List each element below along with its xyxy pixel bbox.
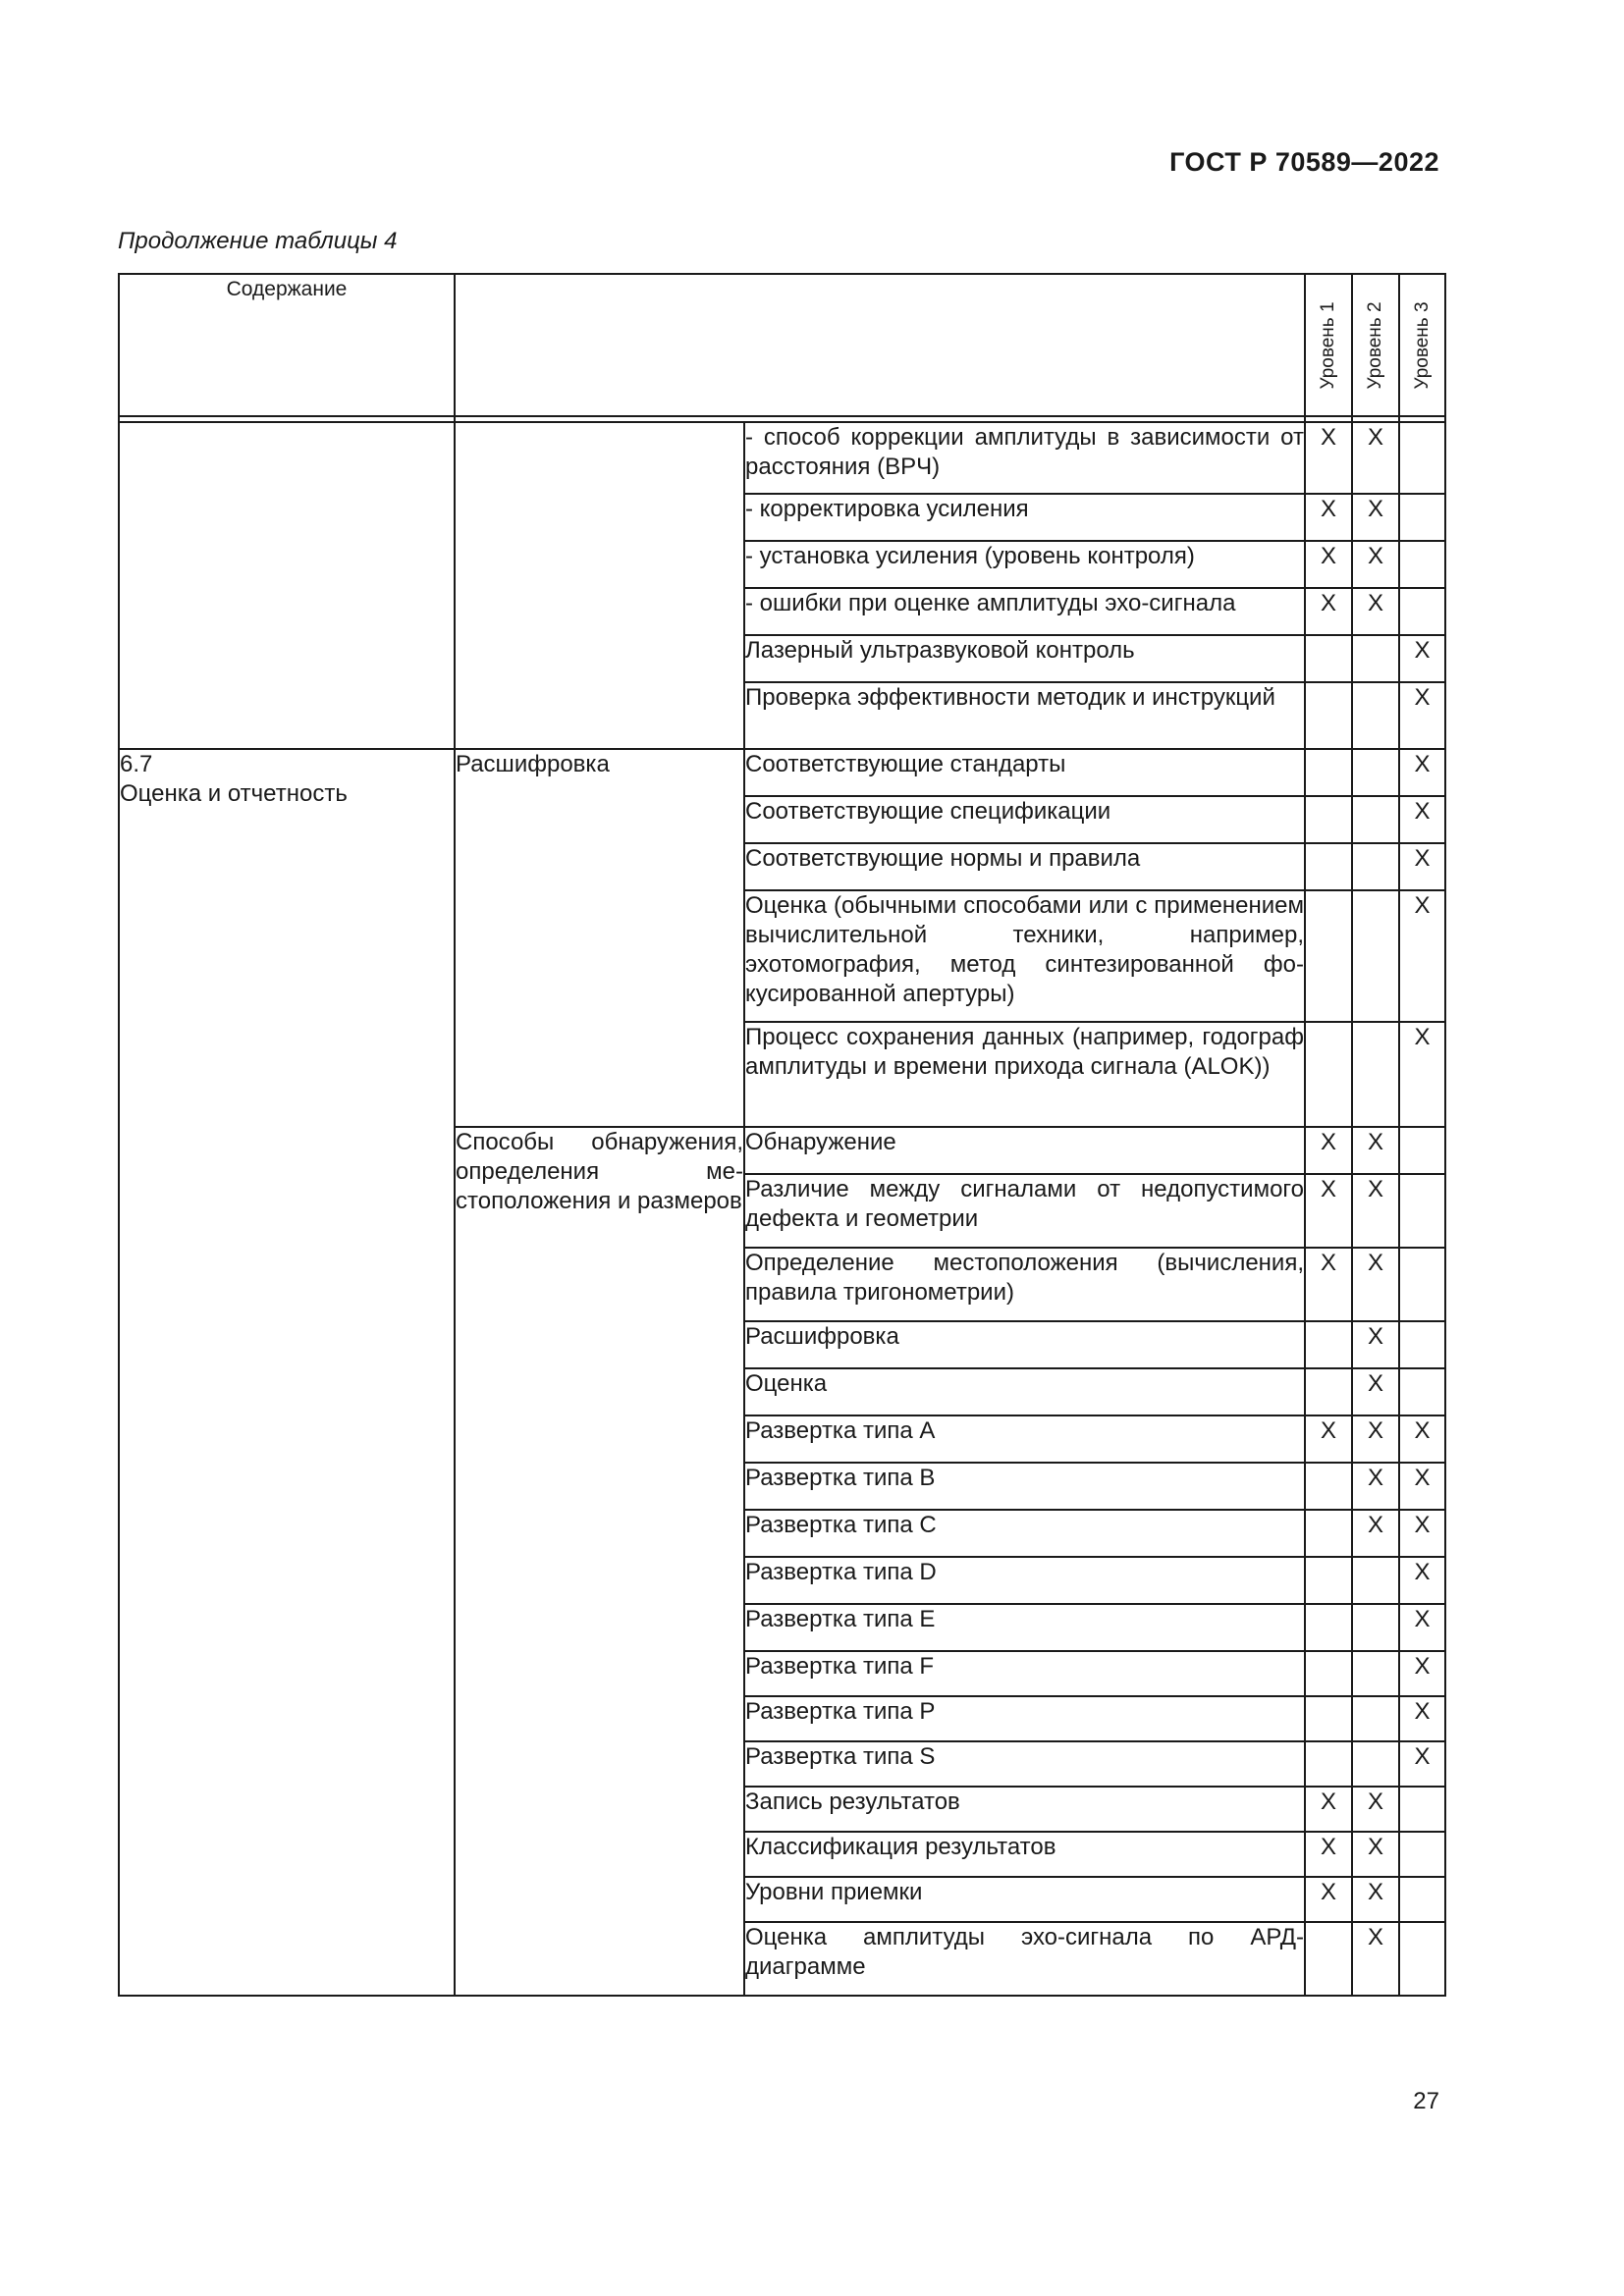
topic-text: Оценка амплитуды эхо-сигнала по АРД-диаграмме: [744, 1922, 1305, 1996]
level-2-mark: X: [1352, 541, 1399, 588]
header-level-1-label: Уровень 1: [1318, 300, 1338, 390]
level-3-mark: X: [1399, 796, 1445, 843]
topic-text: Соответствующие стандарты: [744, 749, 1305, 796]
level-1-mark: X: [1305, 588, 1352, 635]
level-3-mark: X: [1399, 1696, 1445, 1741]
level-2-mark: [1352, 635, 1399, 682]
topic-text: Уровни приемки: [744, 1877, 1305, 1922]
level-3-mark: [1399, 1877, 1445, 1922]
topic-text: Различие между сигналами от недопустимого дефекта и геометрии: [744, 1174, 1305, 1248]
level-1-mark: X: [1305, 1832, 1352, 1877]
level-3-mark: X: [1399, 1604, 1445, 1651]
levels-table: [118, 273, 1446, 1997]
level-2-mark: X: [1352, 1248, 1399, 1321]
table-row: [119, 422, 1445, 494]
level-2-mark: [1352, 843, 1399, 890]
topic-text: - корректировка усиления: [744, 494, 1305, 541]
subject-cell: Способы обнаружения, определения местоположения и размеров: [455, 1127, 744, 1996]
level-3-mark: X: [1399, 1022, 1445, 1127]
level-3-mark: [1399, 1787, 1445, 1832]
level-3-mark: [1399, 1127, 1445, 1174]
topic-text: - ошибки при оценке амплитуды эхо-сигнала: [744, 588, 1305, 635]
table-row: [119, 749, 1445, 796]
topic-text: Оценка: [744, 1368, 1305, 1415]
content-cell-empty: [119, 422, 455, 749]
level-1-mark: [1305, 1741, 1352, 1787]
level-2-mark: X: [1352, 1415, 1399, 1463]
level-3-mark: X: [1399, 1510, 1445, 1557]
level-3-mark: X: [1399, 890, 1445, 1022]
level-3-mark: [1399, 494, 1445, 541]
level-3-mark: [1399, 1248, 1445, 1321]
topic-text: Классификация результатов: [744, 1832, 1305, 1877]
topic-text: Развертка типа B: [744, 1463, 1305, 1510]
level-2-mark: X: [1352, 1787, 1399, 1832]
level-1-mark: [1305, 796, 1352, 843]
level-3-mark: X: [1399, 1415, 1445, 1463]
table-header-row: [119, 274, 1445, 416]
topic-text: Развертка типа P: [744, 1696, 1305, 1741]
level-1-mark: [1305, 1022, 1352, 1127]
topic-text: Развертка типа A: [744, 1415, 1305, 1463]
level-3-mark: X: [1399, 749, 1445, 796]
topic-text: - способ коррекции амплитуды в зависимости от расстояния (ВРЧ): [744, 422, 1305, 494]
level-2-mark: X: [1352, 1922, 1399, 1996]
level-3-mark: X: [1399, 1741, 1445, 1787]
level-2-mark: X: [1352, 1463, 1399, 1510]
level-2-mark: X: [1352, 1321, 1399, 1368]
section-number: 6.7: [120, 751, 153, 777]
level-3-mark: X: [1399, 682, 1445, 749]
level-3-mark: [1399, 1368, 1445, 1415]
level-2-mark: X: [1352, 1174, 1399, 1248]
level-1-mark: [1305, 1463, 1352, 1510]
level-2-mark: [1352, 1696, 1399, 1741]
level-1-mark: [1305, 890, 1352, 1022]
level-1-mark: [1305, 1696, 1352, 1741]
level-3-mark: X: [1399, 843, 1445, 890]
level-1-mark: X: [1305, 1174, 1352, 1248]
topic-text: Развертка типа S: [744, 1741, 1305, 1787]
level-2-mark: X: [1352, 1127, 1399, 1174]
level-1-mark: X: [1305, 1248, 1352, 1321]
level-2-mark: X: [1352, 1368, 1399, 1415]
level-1-mark: X: [1305, 1127, 1352, 1174]
level-3-mark: [1399, 1321, 1445, 1368]
topic-text: Определение местоположения (вычисления, правила тригонометрии): [744, 1248, 1305, 1321]
topic-text: Обнаружение: [744, 1127, 1305, 1174]
header-content: Содержание: [119, 274, 455, 416]
header-level-2: [1352, 274, 1399, 416]
header-level-3-label: Уровень 3: [1411, 300, 1433, 390]
topic-text: Расшифровка: [744, 1321, 1305, 1368]
level-1-mark: X: [1305, 1415, 1352, 1463]
topic-text: Развертка типа E: [744, 1604, 1305, 1651]
level-2-mark: [1352, 1741, 1399, 1787]
topic-text: Развертка типа C: [744, 1510, 1305, 1557]
header-level-3: [1399, 274, 1445, 416]
level-1-mark: [1305, 1321, 1352, 1368]
level-1-mark: [1305, 635, 1352, 682]
level-2-mark: [1352, 749, 1399, 796]
subject-cell: Расшифровка: [455, 749, 744, 1127]
topic-text: Запись результатов: [744, 1787, 1305, 1832]
level-2-mark: [1352, 682, 1399, 749]
section-cell: [119, 749, 455, 1996]
topic-text: Процесс сохранения данных (например, годограф амплитуды и времени прихода сигнала (ALOK)): [744, 1022, 1305, 1127]
level-1-mark: [1305, 1557, 1352, 1604]
level-3-mark: [1399, 422, 1445, 494]
level-1-mark: [1305, 1651, 1352, 1696]
topic-text: Лазерный ультразвуковой контроль: [744, 635, 1305, 682]
topic-text: - установка усиления (уровень контроля): [744, 541, 1305, 588]
level-3-mark: [1399, 541, 1445, 588]
level-2-mark: [1352, 1604, 1399, 1651]
level-1-mark: [1305, 1604, 1352, 1651]
level-2-mark: [1352, 796, 1399, 843]
standard-designation: ГОСТ Р 70589—2022: [1169, 147, 1439, 177]
level-2-mark: X: [1352, 494, 1399, 541]
level-2-mark: X: [1352, 1877, 1399, 1922]
level-1-mark: [1305, 749, 1352, 796]
section-title: Оценка и отчетность: [120, 780, 348, 807]
level-2-mark: X: [1352, 422, 1399, 494]
level-1-mark: [1305, 843, 1352, 890]
table-caption: Продолжение таблицы 4: [118, 228, 398, 254]
header-blank: [455, 274, 1305, 416]
level-3-mark: [1399, 1922, 1445, 1996]
level-1-mark: X: [1305, 1787, 1352, 1832]
level-3-mark: X: [1399, 635, 1445, 682]
level-1-mark: [1305, 1368, 1352, 1415]
header-level-1: [1305, 274, 1352, 416]
level-3-mark: X: [1399, 1557, 1445, 1604]
level-1-mark: X: [1305, 541, 1352, 588]
level-2-mark: [1352, 890, 1399, 1022]
topic-text: Соответствующие спецификации: [744, 796, 1305, 843]
topic-text: Соответствующие нормы и правила: [744, 843, 1305, 890]
page-number: 27: [1413, 2088, 1439, 2114]
level-2-mark: [1352, 1557, 1399, 1604]
level-1-mark: X: [1305, 494, 1352, 541]
topic-text: Развертка типа D: [744, 1557, 1305, 1604]
level-1-mark: [1305, 1922, 1352, 1996]
level-1-mark: [1305, 1510, 1352, 1557]
level-2-mark: [1352, 1022, 1399, 1127]
level-3-mark: [1399, 588, 1445, 635]
header-level-2-label: Уровень 2: [1365, 300, 1385, 390]
level-3-mark: X: [1399, 1651, 1445, 1696]
level-1-mark: X: [1305, 422, 1352, 494]
level-2-mark: X: [1352, 588, 1399, 635]
topic-text: Проверка эффективности методик и инструкций: [744, 682, 1305, 749]
level-1-mark: [1305, 682, 1352, 749]
topic-text: Развертка типа F: [744, 1651, 1305, 1696]
topic-text: Оценка (обычными способами или с применением вычислительной техники, например, эхотомография, метод синтезированной фокусированной апертуры): [744, 890, 1305, 1022]
level-2-mark: X: [1352, 1510, 1399, 1557]
level-2-mark: X: [1352, 1832, 1399, 1877]
level-3-mark: X: [1399, 1463, 1445, 1510]
subject-cell-empty: [455, 422, 744, 749]
level-2-mark: [1352, 1651, 1399, 1696]
level-1-mark: X: [1305, 1877, 1352, 1922]
level-3-mark: [1399, 1174, 1445, 1248]
level-3-mark: [1399, 1832, 1445, 1877]
